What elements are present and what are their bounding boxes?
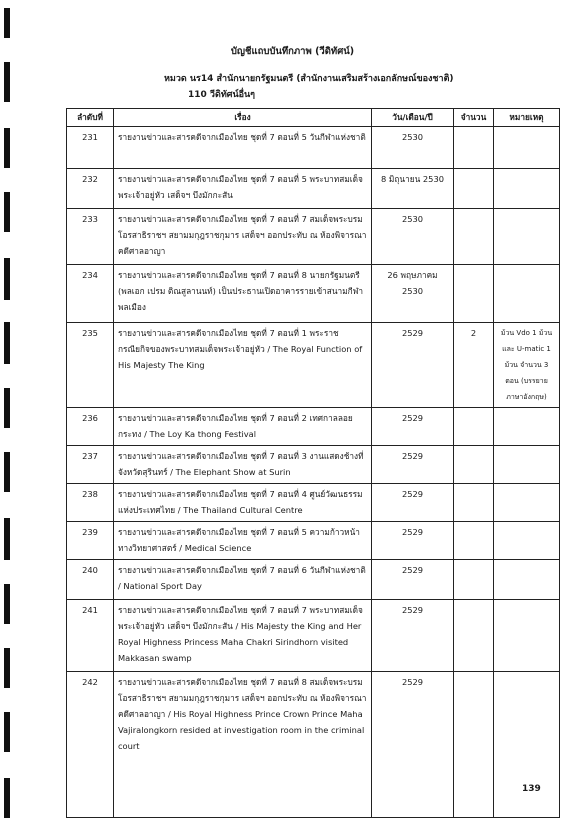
row-date: 2529 <box>372 484 454 522</box>
row-subject: รายงานข่าวและสารคดีจากเมืองไทย ชุดที่ 7 ตอนที่ 5 พระบาทสมเด็จพระเจ้าอยู่หัว เสด็จฯ บึงมักกะสัน <box>114 169 372 209</box>
row-date: 26 พฤษภาคม 2530 <box>372 265 454 323</box>
col-header-no: ลำดับที่ <box>67 109 114 127</box>
row-remark <box>494 522 560 560</box>
row-qty: 2 <box>454 323 494 408</box>
row-no: 235 <box>67 323 114 408</box>
table-row <box>67 484 560 522</box>
binder-mark <box>4 192 10 232</box>
row-date: 2529 <box>372 672 454 818</box>
binder-mark <box>4 322 10 364</box>
row-qty <box>454 446 494 484</box>
row-remark <box>494 209 560 265</box>
row-subject: รายงานข่าวและสารคดีจากเมืองไทย ชุดที่ 7 ตอนที่ 4 ศูนย์วัฒนธรรมแห่งประเทศไทย / The Thailand Cultural Centre <box>114 484 372 522</box>
binder-mark <box>4 778 10 818</box>
table-row <box>67 672 560 818</box>
row-qty <box>454 522 494 560</box>
row-no: 231 <box>67 127 114 169</box>
binder-mark <box>4 712 10 752</box>
row-qty <box>454 408 494 446</box>
binder-mark <box>4 62 10 102</box>
inventory-table <box>66 108 560 818</box>
table-row <box>67 127 560 169</box>
row-date: 2530 <box>372 127 454 169</box>
row-date: 2529 <box>372 560 454 600</box>
row-qty <box>454 265 494 323</box>
row-date: 2529 <box>372 323 454 408</box>
row-date: 2529 <box>372 408 454 446</box>
col-header-remark: หมายเหตุ <box>494 109 560 127</box>
row-no: 239 <box>67 522 114 560</box>
row-subject: รายงานข่าวและสารคดีจากเมืองไทย ชุดที่ 7 ตอนที่ 8 สมเด็จพระบรมโอรสาธิราชฯ สยามมกุฎราชกุมาร เสด็จฯ ออกประทับ ณ ห้องพิจารณาคดีศาลอาญา / His Royal Highness Prince Crown Prince Maha Vajiralongkorn resided at investigation room in the criminal court <box>114 672 372 818</box>
row-remark <box>494 446 560 484</box>
row-remark <box>494 484 560 522</box>
row-subject: รายงานข่าวและสารคดีจากเมืองไทย ชุดที่ 7 ตอนที่ 5 วันกีฬาแห่งชาติ <box>114 127 372 169</box>
row-subject: รายงานข่าวและสารคดีจากเมืองไทย ชุดที่ 7 ตอนที่ 6 วันกีฬาแห่งชาติ / National Sport Day <box>114 560 372 600</box>
table-row <box>67 408 560 446</box>
document-title: บัญชีแถบบันทึกภาพ (วีดิทัศน์) <box>230 46 355 57</box>
row-subject: รายงานข่าวและสารคดีจากเมืองไทย ชุดที่ 7 ตอนที่ 2 เทศกาลลอยกระทง / The Loy Ka thong Festival <box>114 408 372 446</box>
binder-mark <box>4 584 10 624</box>
row-qty <box>454 484 494 522</box>
binder-mark <box>4 128 10 168</box>
binder-mark <box>4 648 10 688</box>
row-no: 242 <box>67 672 114 818</box>
table-row <box>67 323 560 408</box>
col-header-qty: จำนวน <box>454 109 494 127</box>
page-number: 139 <box>522 784 541 794</box>
row-subject: รายงานข่าวและสารคดีจากเมืองไทย ชุดที่ 7 ตอนที่ 3 งานแสดงช้างที่จังหวัดสุรินทร์ / The Elephant Show at Surin <box>114 446 372 484</box>
binder-mark <box>4 452 10 492</box>
row-remark <box>494 127 560 169</box>
table-header-row <box>67 109 560 127</box>
row-date: 2529 <box>372 522 454 560</box>
row-no: 232 <box>67 169 114 209</box>
row-no: 240 <box>67 560 114 600</box>
row-date: 2529 <box>372 446 454 484</box>
row-subject: รายงานข่าวและสารคดีจากเมืองไทย ชุดที่ 7 ตอนที่ 7 สมเด็จพระบรมโอรสาธิราชฯ สยามมกุฎราชกุมาร เสด็จฯ ออกประทับ ณ ห้องพิจารณาคดีศาลอาญา <box>114 209 372 265</box>
col-header-date: วัน/เดือน/ปี <box>372 109 454 127</box>
row-qty <box>454 560 494 600</box>
row-remark: ม้วน Vdo 1 ม้วน และ U-matic 1 ม้วน จำนวน 3 ตอน (บรรยายภาษาอังกฤษ) <box>494 323 560 408</box>
row-qty <box>454 169 494 209</box>
row-qty <box>454 127 494 169</box>
table-row <box>67 446 560 484</box>
row-date: 8 มิถุนายน 2530 <box>372 169 454 209</box>
subgroup-line: 110 วีดิทัศน์อื่นๆ <box>188 90 256 100</box>
table-row <box>67 265 560 323</box>
row-qty <box>454 672 494 818</box>
row-no: 237 <box>67 446 114 484</box>
row-no: 233 <box>67 209 114 265</box>
row-date: 2529 <box>372 600 454 672</box>
row-qty <box>454 209 494 265</box>
row-no: 241 <box>67 600 114 672</box>
table-row <box>67 600 560 672</box>
row-subject: รายงานข่าวและสารคดีจากเมืองไทย ชุดที่ 7 ตอนที่ 7 พระบาทสมเด็จพระเจ้าอยู่หัว เสด็จฯ บึงมักกะสัน / His Majesty the King and Her Royal Highness Princess Maha Chakri Sirindhorn visited Makkasan swamp <box>114 600 372 672</box>
row-subject: รายงานข่าวและสารคดีจากเมืองไทย ชุดที่ 7 ตอนที่ 5 ความก้าวหน้าทางวิทยาศาสตร์ / Medical Science <box>114 522 372 560</box>
binder-mark <box>4 518 10 560</box>
row-remark <box>494 560 560 600</box>
row-remark <box>494 169 560 209</box>
table-row <box>67 169 560 209</box>
row-date: 2530 <box>372 209 454 265</box>
binder-mark <box>4 258 10 300</box>
row-no: 234 <box>67 265 114 323</box>
col-header-subject: เรื่อง <box>114 109 372 127</box>
row-qty <box>454 600 494 672</box>
table-row <box>67 560 560 600</box>
group-line: หมวด นร14 สำนักนายกรัฐมนตรี (สำนักงานเสริมสร้างเอกลักษณ์ของชาติ) <box>164 74 454 84</box>
binder-mark <box>4 388 10 428</box>
row-no: 238 <box>67 484 114 522</box>
row-subject: รายงานข่าวและสารคดีจากเมืองไทย ชุดที่ 7 ตอนที่ 8 นายกรัฐมนตรี (พลเอก เปรม ติณสูลานนท์) เป็นประธานเปิดอาคารรายเข้าสนามกีฬาพลเมือง <box>114 265 372 323</box>
row-subject: รายงานข่าวและสารคดีจากเมืองไทย ชุดที่ 7 ตอนที่ 1 พระราชกรณียกิจของพระบาทสมเด็จพระเจ้าอยู่หัว / The Royal Function of His Majesty The King <box>114 323 372 408</box>
row-remark <box>494 265 560 323</box>
row-no: 236 <box>67 408 114 446</box>
row-remark <box>494 408 560 446</box>
row-remark <box>494 600 560 672</box>
binder-mark <box>4 8 10 38</box>
row-remark <box>494 672 560 818</box>
table-row <box>67 522 560 560</box>
table-row <box>67 209 560 265</box>
